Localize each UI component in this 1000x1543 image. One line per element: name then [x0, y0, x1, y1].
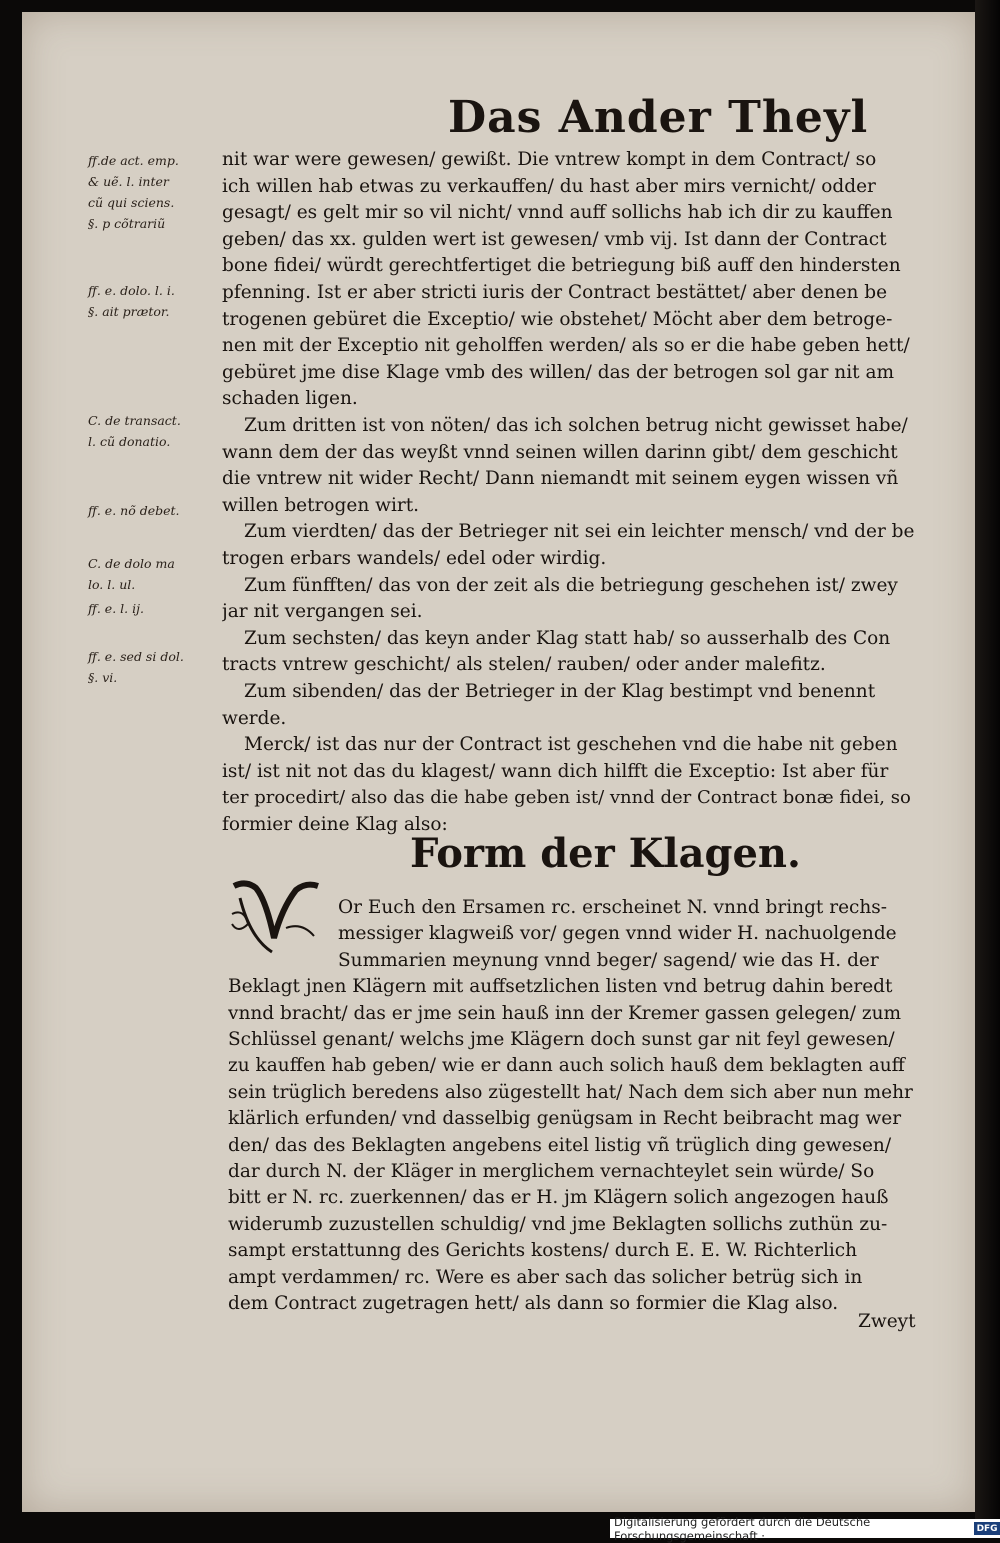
text-line: formier deine Klag also:: [222, 814, 448, 835]
margin-note-line: ff. e. dolo. l. i.: [88, 283, 175, 298]
text-line: Zum sechsten/ das keyn ander Klag statt hab/ so ausserhalb des Con: [244, 627, 891, 649]
form-text-line: den/ das des Beklagten angebens eitel listig vñ trüglich ding gewesen/: [228, 1134, 892, 1156]
text-line: bone fidei/ würdt gerechtfertiget die betriegung biß auff den hindersten: [222, 255, 901, 277]
margin-note: [88, 280, 220, 322]
margin-note: [88, 553, 220, 595]
margin-note: [88, 598, 220, 619]
margin-note-line: §. ait prætor.: [88, 304, 170, 319]
margin-note-line: cũ qui sciens.: [88, 195, 175, 210]
decorated-initial-v: [226, 878, 326, 958]
form-text-line: dar durch N. der Kläger in merglichem vernachteylet sein würde/ So: [228, 1161, 875, 1182]
form-text-line: Beklagt jnen Klägern mit auffsetzlichen listen vnd betrug dahin beredt: [228, 976, 893, 998]
margin-note-line: C. de dolo ma: [88, 556, 175, 571]
form-text-line: widerumb zuzustellen schuldig/ vnd jme Beklagten sollichs zuthün zu-: [228, 1213, 888, 1235]
text-line: willen betrogen wirt.: [222, 494, 420, 516]
text-line: schaden ligen.: [222, 388, 358, 410]
margin-note-line: ff. e. nõ debet.: [88, 503, 180, 518]
text-line: nen mit der Exceptio nit geholffen werden/ als so er die habe geben hett/: [222, 335, 910, 357]
text-line: Zum sibenden/ das der Betrieger in der Klag bestimpt vnd benennt: [244, 681, 876, 702]
text-line: ist/ ist nit not das du klagest/ wann dich hilfft die Exceptio: Ist aber für: [222, 760, 889, 782]
margin-note-line: ff. e. sed si dol.: [88, 649, 184, 664]
margin-note-line: ff. e. l. ij.: [88, 601, 144, 616]
text-line: die vntrew nit wider Recht/ Dann niemandt mit seinem eygen wissen vñ: [222, 468, 899, 490]
form-text-line: Or Euch den Ersamen rc. erscheinet N. vnnd bringt rechs-: [338, 897, 888, 918]
text-line: Zum fünfften/ das von der zeit als die betriegung geschehen ist/ zwey: [244, 574, 898, 596]
form-text-line: dem Contract zugetragen hett/ als dann so formier die Klag also.: [228, 1293, 839, 1314]
form-text-line: sampt erstattunng des Gerichts kostens/ durch E. E. W. Richterlich: [228, 1240, 858, 1262]
margin-note: [88, 410, 220, 452]
text-line: Zum vierdten/ das der Betrieger nit sei ein leichter mensch/ vnd der be: [244, 521, 915, 543]
form-text-line: bitt er N. rc. zuerkennen/ das er H. jm Klägern solich angezogen hauß: [228, 1187, 889, 1209]
text-line: pfenning. Ist er aber stricti iuris der Contract bestättet/ aber denen be: [222, 282, 888, 303]
margin-note-line: §. p cõtrariũ: [88, 216, 166, 231]
margin-note: [88, 646, 220, 688]
text-line: ich willen hab etwas zu verkauffen/ du hast aber mirs vernicht/ odder: [222, 175, 876, 197]
book-spine: [975, 0, 1000, 1519]
margin-note-line: §. vi.: [88, 670, 118, 685]
text-line: trogenen gebüret die Exceptio/ wie obstehet/ Möcht aber dem betroge-: [222, 308, 893, 330]
margin-note-line: C. de transact.: [88, 413, 181, 428]
funding-footer: [610, 1514, 1000, 1543]
form-text-line: Summarien meynung vnnd beger/ sagend/ wie das H. der: [338, 949, 879, 971]
section-heading: Form der Klagen.: [410, 830, 801, 877]
form-text-line: messiger klagweiß vor/ gegen vnnd wider H. nachuolgende: [338, 923, 897, 945]
text-line: jar nit vergangen sei.: [222, 601, 423, 623]
margin-note-line: l. cũ donatio.: [88, 434, 171, 449]
running-head: Das Ander Theyl: [448, 92, 869, 143]
margin-note-line: ff.de act. emp.: [88, 153, 179, 168]
text-line: tracts vntrew geschicht/ als stelen/ rauben/ oder ander malefitz.: [222, 654, 826, 676]
text-line: geben/ das xx. gulden wert ist gewesen/ vmb vij. Ist dann der Contract: [222, 228, 887, 250]
text-line: gesagt/ es gelt mir so vil nicht/ vnnd auff sollichs hab ich dir zu kauffen: [222, 202, 893, 224]
form-text-line: ampt verdammen/ rc. Were es aber sach das solicher betrüg sich in: [228, 1266, 863, 1288]
margin-note-line: lo. l. ul.: [88, 577, 136, 592]
form-text-line: sein trüglich beredens also zügestellt hat/ Nach dem sich aber nun mehr: [228, 1081, 913, 1103]
text-line: ter procedirt/ also das die habe geben ist/ vnnd der Contract bonæ fidei, so: [222, 787, 911, 809]
form-text-line: vnnd bracht/ das er jme sein hauß inn der Kremer gassen gelegen/ zum: [228, 1002, 902, 1024]
text-line: wann dem der das weyßt vnnd seinen willen darinn gibt/ dem geschicht: [222, 441, 898, 463]
text-line: werde.: [222, 707, 287, 729]
footer-text: Digitalisierung gefördert durch die Deutsche Forschungsgemeinschaft ·: [614, 1514, 871, 1543]
text-line: nit war were gewesen/ gewißt. Die vntrew kompt in dem Contract/ so: [222, 149, 877, 170]
margin-note: [88, 500, 220, 521]
form-text-line: klärlich erfunden/ vnd dasselbig genügsam in Recht beibracht mag wer: [228, 1108, 902, 1130]
text-line: Merck/ ist das nur der Contract ist geschehen vnd die habe nit geben: [244, 734, 898, 756]
margin-note-line: & uẽ. l. inter: [88, 174, 169, 189]
dfg-logo-icon[interactable]: DFG: [974, 1522, 1000, 1535]
text-line: trogen erbars wandels/ edel oder wirdig.: [222, 548, 607, 569]
margin-note: [88, 150, 220, 234]
text-line: gebüret jme dise Klage vmb des willen/ das der betrogen sol gar nit am: [222, 361, 895, 383]
form-text-line: Schlüssel genant/ welchs jme Klägern doch sunst gar nit feyl gewesen/: [228, 1029, 895, 1050]
catchword: Zweyt: [858, 1311, 916, 1332]
text-line: Zum dritten ist von nöten/ das ich solchen betrug nicht gewisset habe/: [244, 415, 908, 436]
form-text-line: zu kauffen hab geben/ wie er dann auch solich hauß dem beklagten auff: [228, 1055, 905, 1077]
